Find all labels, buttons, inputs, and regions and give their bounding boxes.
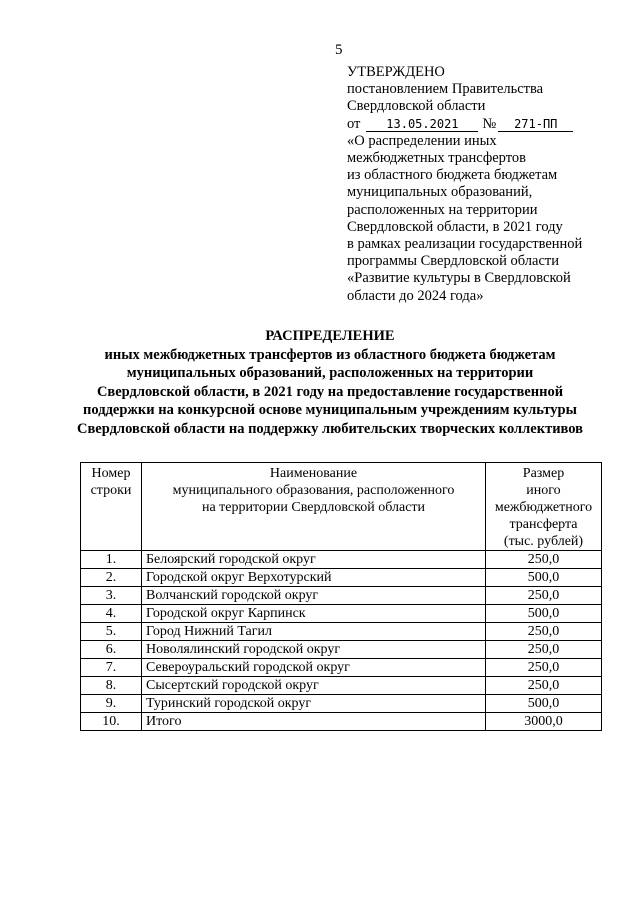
header-row-number: Номер строки — [81, 463, 142, 551]
row-number: 10. — [81, 713, 142, 731]
transfer-amount: 250,0 — [486, 551, 602, 569]
transfer-amount: 500,0 — [486, 605, 602, 623]
table-row — [81, 623, 602, 641]
municipality-name: Новолялинский городской округ — [142, 641, 486, 659]
row-number: 3. — [81, 587, 142, 605]
number-prefix: № — [482, 115, 497, 132]
transfer-amount: 250,0 — [486, 659, 602, 677]
municipality-name: Туринский городской округ — [142, 695, 486, 713]
approval-desc-line: в рамках реализации государственной — [347, 236, 583, 253]
heading-line: иных межбюджетных трансфертов из областного бюджета бюджетам — [104, 346, 556, 363]
approval-block — [347, 64, 617, 305]
row-number: 5. — [81, 623, 142, 641]
table-row — [81, 551, 602, 569]
municipality-name: Волчанский городской округ — [142, 587, 486, 605]
date-prefix: от — [347, 115, 361, 132]
approval-desc-line: межбюджетных трансфертов — [347, 150, 526, 167]
table-header-row — [81, 463, 602, 551]
approval-number: 271-ПП — [498, 118, 573, 132]
municipality-name: Североуральский городской округ — [142, 659, 486, 677]
row-number: 6. — [81, 641, 142, 659]
approval-line-2: Свердловской области — [347, 98, 486, 115]
transfer-amount: 250,0 — [486, 587, 602, 605]
municipality-name: Городской округ Верхотурский — [142, 569, 486, 587]
table-row — [81, 605, 602, 623]
row-number: 2. — [81, 569, 142, 587]
approval-desc-line: муниципальных образований, — [347, 184, 533, 201]
approval-desc-line: программы Свердловской области — [347, 253, 560, 270]
distribution-table — [80, 462, 602, 731]
approval-title: УТВЕРЖДЕНО — [347, 64, 445, 80]
heading-line: поддержки на конкурсной основе муниципальным учреждениям культуры — [83, 402, 577, 418]
row-number: 8. — [81, 677, 142, 695]
row-number: 9. — [81, 695, 142, 713]
page-number: 5 — [335, 42, 343, 58]
table-total-row — [81, 713, 602, 731]
table-row — [81, 569, 602, 587]
approval-date: 13.05.2021 — [366, 118, 478, 132]
header-municipality: Наименование муниципального образования, расположенного на территории Свердловской области — [142, 463, 486, 551]
total-amount: 3000,0 — [486, 713, 602, 731]
row-number: 4. — [81, 605, 142, 623]
table-row — [81, 677, 602, 695]
municipality-name: Сысертский городской округ — [142, 677, 486, 695]
table-row — [81, 659, 602, 677]
heading-line: муниципальных образований, расположенных на территории — [126, 365, 534, 381]
transfer-amount: 250,0 — [486, 677, 602, 695]
heading-title: РАСПРЕДЕЛЕНИЕ — [265, 328, 395, 344]
transfer-amount: 500,0 — [486, 695, 602, 713]
approval-description — [347, 133, 617, 305]
transfer-amount: 250,0 — [486, 623, 602, 641]
row-number: 7. — [81, 659, 142, 677]
transfer-amount: 250,0 — [486, 641, 602, 659]
table-row — [81, 695, 602, 713]
municipality-name: Городской округ Карпинск — [142, 605, 486, 623]
heading-line: Свердловской области, в 2021 году на предоставление государственной — [96, 383, 564, 400]
approval-date-line — [347, 116, 617, 133]
header-amount: Размер иного межбюджетного трансферта (тыс. рублей) — [486, 463, 602, 551]
transfer-amount: 500,0 — [486, 569, 602, 587]
row-number: 1. — [81, 551, 142, 569]
approval-desc-line: расположенных на территории — [347, 201, 538, 218]
total-label: Итого — [142, 713, 486, 731]
approval-desc-line: «Развитие культуры в Свердловской — [347, 270, 571, 287]
approval-desc-line: Свердловской области, в 2021 году — [347, 218, 563, 235]
approval-line-1: постановлением Правительства — [347, 81, 544, 98]
document-heading — [60, 327, 600, 438]
approval-desc-line: области до 2024 года» — [347, 287, 484, 304]
municipality-name: Белоярский городской округ — [142, 551, 486, 569]
table-row — [81, 587, 602, 605]
table-row — [81, 641, 602, 659]
municipality-name: Город Нижний Тагил — [142, 623, 486, 641]
heading-line: Свердловской области на поддержку любительских творческих коллективов — [76, 420, 584, 437]
approval-desc-line: «О распределении иных — [347, 132, 497, 149]
approval-desc-line: из областного бюджета бюджетам — [347, 167, 558, 184]
